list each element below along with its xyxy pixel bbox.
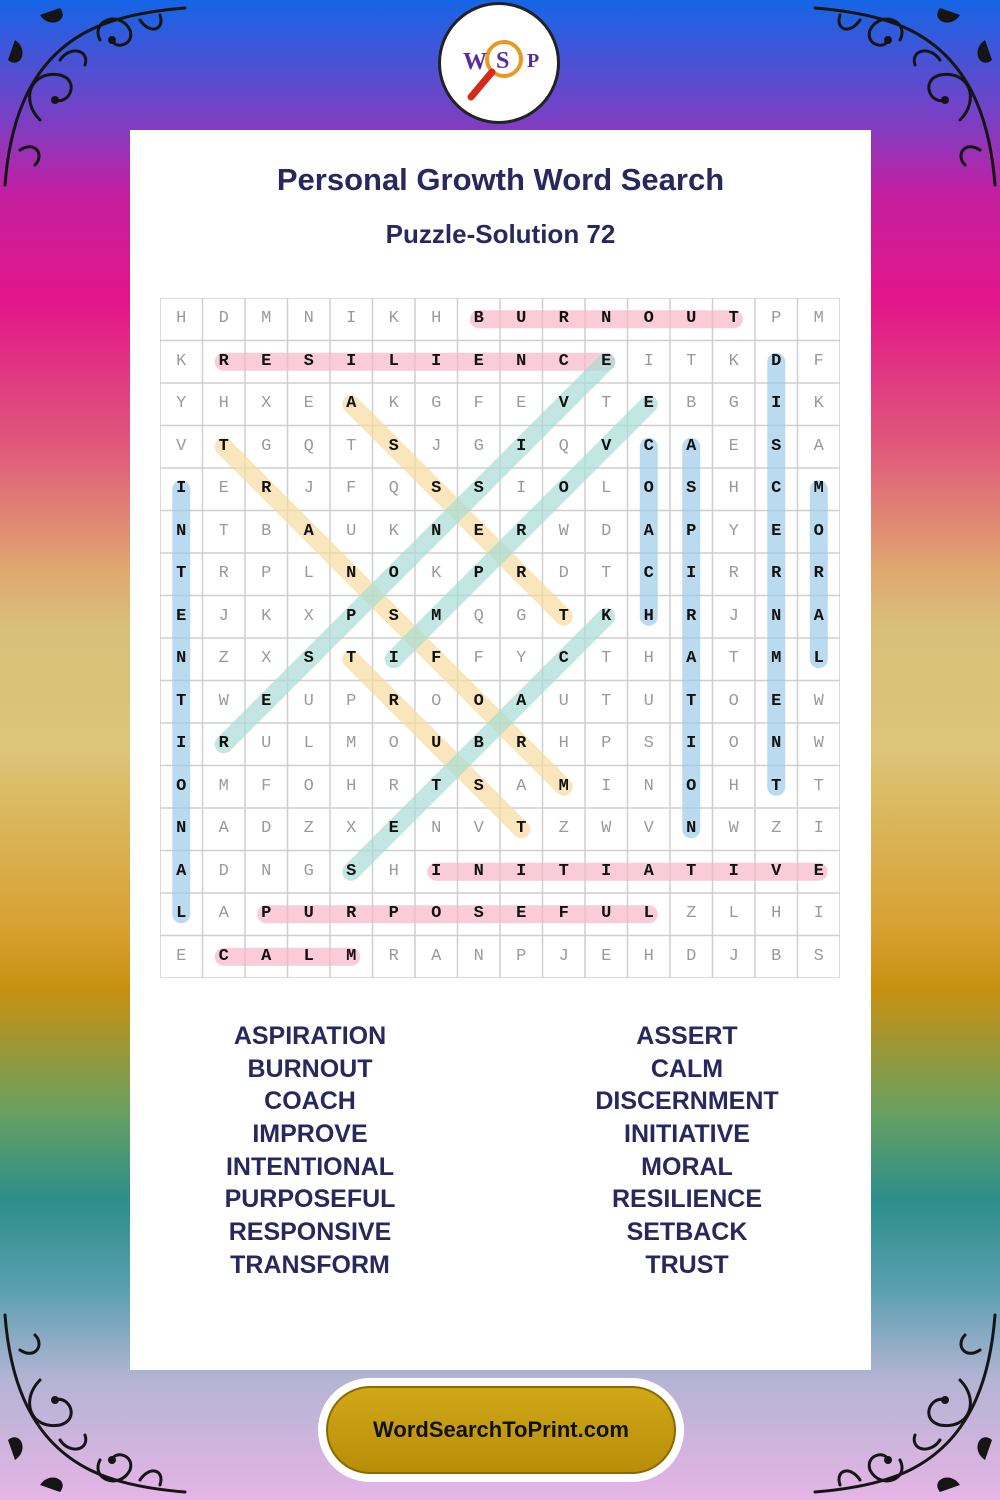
grid-cell[interactable]: E <box>516 904 527 923</box>
grid-cell[interactable]: E <box>813 861 824 881</box>
grid-cell[interactable]: K <box>388 521 399 541</box>
grid-cell[interactable]: M <box>813 479 824 498</box>
grid-cell[interactable]: L <box>728 904 739 923</box>
grid-cell[interactable]: K <box>601 606 612 626</box>
grid-cell[interactable]: N <box>261 861 272 881</box>
grid-cell[interactable]: Z <box>686 904 697 923</box>
grid-cell[interactable]: Z <box>303 819 314 838</box>
grid-cell[interactable]: C <box>218 946 229 966</box>
grid-cell[interactable]: E <box>771 521 782 541</box>
grid-cell[interactable]: N <box>431 521 442 541</box>
grid-cell[interactable]: V <box>473 819 484 838</box>
grid-cell[interactable]: I <box>771 394 782 413</box>
grid-cell[interactable]: K <box>388 309 399 328</box>
grid-cell[interactable]: K <box>813 394 824 413</box>
grid-cell[interactable]: P <box>771 309 782 328</box>
word-list-item: MORAL <box>641 1152 733 1181</box>
grid-cell[interactable]: F <box>473 394 484 413</box>
grid-cell[interactable]: U <box>303 904 314 923</box>
grid-cell[interactable]: P <box>261 904 272 923</box>
grid-cell[interactable]: M <box>346 734 357 753</box>
grid-cell[interactable]: X <box>346 819 357 838</box>
grid-cell[interactable]: U <box>346 521 357 541</box>
grid-cell[interactable]: A <box>686 436 697 456</box>
grid-cell[interactable]: E <box>303 394 314 413</box>
logo-letter-w: W <box>463 49 487 75</box>
grid-cell[interactable]: W <box>218 691 229 711</box>
grid-cell[interactable]: N <box>473 861 484 881</box>
word-list-item: RESILIENCE <box>611 1185 763 1214</box>
grid-cell[interactable]: R <box>346 904 357 923</box>
grid-cell[interactable]: U <box>431 734 442 753</box>
grid-cell[interactable]: I <box>516 479 527 498</box>
grid-cell[interactable]: U <box>558 691 569 711</box>
grid-cell[interactable]: B <box>473 734 484 753</box>
grid-cell[interactable]: H <box>388 861 399 881</box>
grid-cell[interactable]: U <box>601 904 612 923</box>
grid-cell[interactable]: S <box>303 649 314 668</box>
grid-cell[interactable]: T <box>728 649 739 668</box>
grid-cell[interactable]: O <box>728 734 739 753</box>
grid-cell[interactable]: B <box>261 521 272 541</box>
grid-cell[interactable]: R <box>218 734 229 753</box>
grid-cell[interactable]: C <box>558 649 569 668</box>
grid-cell[interactable]: I <box>601 861 612 881</box>
grid-cell[interactable]: A <box>176 861 187 881</box>
grid-cell[interactable]: N <box>601 309 612 328</box>
grid-cell[interactable]: I <box>516 436 527 456</box>
grid-cell[interactable]: Z <box>771 819 782 838</box>
grid-cell[interactable]: T <box>176 691 187 711</box>
grid-cell[interactable]: E <box>176 946 187 966</box>
grid-cell[interactable]: D <box>261 819 272 838</box>
page-subtitle: Puzzle-Solution 72 <box>385 219 616 249</box>
logo-letter-p: P <box>527 50 540 72</box>
grid-cell[interactable]: K <box>388 394 399 413</box>
grid-cell[interactable]: A <box>516 691 527 711</box>
grid-cell[interactable]: U <box>686 309 697 328</box>
grid-cell[interactable]: L <box>601 479 612 498</box>
grid-cell[interactable]: C <box>558 351 569 371</box>
grid-cell[interactable]: N <box>303 309 314 328</box>
grid-cell[interactable]: M <box>261 309 272 328</box>
grid-cell[interactable]: B <box>686 394 697 413</box>
grid-cell[interactable]: N <box>346 564 357 583</box>
grid-cell[interactable]: S <box>431 479 442 498</box>
grid-cell[interactable]: E <box>643 394 654 413</box>
grid-cell[interactable]: T <box>771 776 782 796</box>
page-title: Personal Growth Word Search <box>276 162 725 197</box>
grid-cell[interactable]: D <box>218 861 229 881</box>
grid-cell[interactable]: C <box>771 479 782 498</box>
grid-cell[interactable]: U <box>516 309 527 328</box>
grid-cell[interactable]: U <box>261 734 272 753</box>
grid-cell[interactable]: N <box>771 734 782 753</box>
grid-cell[interactable]: A <box>303 521 314 541</box>
grid-cell[interactable]: E <box>601 351 612 371</box>
grid-cell[interactable]: S <box>388 606 399 626</box>
grid-cell[interactable]: S <box>686 479 697 498</box>
grid-cell[interactable]: V <box>643 819 654 838</box>
grid-cell[interactable]: A <box>431 946 442 966</box>
grid-cell[interactable]: T <box>558 606 569 626</box>
grid-cell[interactable]: O <box>388 734 399 753</box>
word-list-item: TRANSFORM <box>230 1250 390 1279</box>
grid-cell[interactable]: C <box>643 564 654 583</box>
grid-cell[interactable]: U <box>643 691 654 711</box>
grid-cell[interactable]: U <box>303 691 314 711</box>
grid-cell[interactable]: V <box>601 436 612 456</box>
grid-cell[interactable]: L <box>303 734 314 753</box>
grid-cell[interactable]: I <box>686 564 697 583</box>
word-list-item: IMPROVE <box>252 1120 368 1149</box>
grid-cell[interactable]: T <box>728 309 739 328</box>
grid-cell[interactable]: F <box>558 904 569 923</box>
grid-cell[interactable]: R <box>261 479 272 498</box>
grid-cell[interactable]: M <box>771 649 782 668</box>
grid-cell[interactable]: N <box>643 776 654 796</box>
grid-cell[interactable]: P <box>516 946 527 966</box>
grid-cell[interactable]: E <box>473 521 484 541</box>
grid-cell[interactable]: T <box>176 564 187 583</box>
grid-cell[interactable]: P <box>346 606 357 626</box>
grid-cell[interactable]: L <box>643 904 654 923</box>
grid-cell[interactable]: D <box>601 521 612 541</box>
grid-cell[interactable]: R <box>388 946 399 966</box>
grid-cell[interactable]: M <box>431 606 442 626</box>
grid-cell[interactable]: M <box>218 776 229 796</box>
grid-cell[interactable]: L <box>303 946 314 966</box>
grid-cell[interactable]: S <box>643 734 654 753</box>
grid-cell[interactable]: H <box>176 309 187 328</box>
grid-cell[interactable]: O <box>431 691 442 711</box>
grid-cell[interactable]: S <box>388 436 399 456</box>
grid-cell[interactable]: O <box>388 564 399 583</box>
word-list-item: SETBACK <box>626 1218 748 1247</box>
grid-cell[interactable]: H <box>643 946 654 966</box>
word-list-item: TRUST <box>645 1250 729 1279</box>
grid-cell[interactable]: E <box>388 819 399 838</box>
grid-cell[interactable]: S <box>473 904 484 923</box>
grid-cell[interactable]: A <box>686 649 697 668</box>
word-list-item: INTENTIONAL <box>225 1152 395 1181</box>
grid-cell[interactable]: K <box>261 606 272 626</box>
grid-cell[interactable]: S <box>346 861 357 881</box>
grid-cell[interactable]: E <box>473 351 484 371</box>
footer-banner[interactable] <box>318 1378 684 1482</box>
grid-cell[interactable]: N <box>176 521 187 541</box>
grid-cell[interactable]: A <box>261 946 272 966</box>
grid-cell[interactable]: O <box>473 691 484 711</box>
grid-cell[interactable]: N <box>516 351 527 371</box>
grid-cell[interactable]: A <box>516 776 527 796</box>
word-list-item: BURNOUT <box>247 1054 373 1083</box>
logo-letter-s: S <box>496 48 510 74</box>
grid-cell[interactable]: X <box>261 649 272 668</box>
grid-cell[interactable]: Z <box>218 649 229 668</box>
grid-cell[interactable]: T <box>601 564 612 583</box>
grid-cell[interactable]: G <box>303 861 314 881</box>
word-list-item: RESPONSIVE <box>228 1218 392 1247</box>
grid-cell[interactable]: A <box>643 521 654 541</box>
grid-cell[interactable]: T <box>516 819 527 838</box>
grid-cell[interactable]: M <box>813 309 824 328</box>
grid-cell[interactable]: G <box>728 394 739 413</box>
grid-cell[interactable]: E <box>771 691 782 711</box>
grid-cell[interactable]: P <box>346 691 357 711</box>
grid-cell[interactable]: H <box>728 479 739 498</box>
grid-cell[interactable]: O <box>176 776 187 796</box>
grid-cell[interactable]: I <box>728 861 739 881</box>
grid-cell[interactable]: O <box>643 309 654 328</box>
grid-cell[interactable]: V <box>558 394 569 413</box>
grid-cell[interactable]: F <box>431 649 442 668</box>
grid-cell[interactable]: P <box>601 734 612 753</box>
grid-cell[interactable]: J <box>728 946 739 966</box>
grid-cell[interactable]: E <box>261 351 272 371</box>
grid-cell[interactable]: I <box>516 861 527 881</box>
grid-cell[interactable]: W <box>813 734 824 753</box>
grid-cell[interactable]: R <box>388 691 399 711</box>
grid-cell[interactable]: N <box>771 606 782 626</box>
grid-cell[interactable]: P <box>388 904 399 923</box>
grid-cell[interactable]: P <box>473 564 484 583</box>
grid-cell[interactable]: Q <box>558 436 569 456</box>
grid-cell[interactable]: H <box>643 649 654 668</box>
grid-cell[interactable]: R <box>218 351 229 371</box>
grid-cell[interactable]: F <box>346 479 357 498</box>
grid-cell[interactable]: T <box>601 691 612 711</box>
grid-cell[interactable]: Z <box>558 819 569 838</box>
grid-cell[interactable]: O <box>686 776 697 796</box>
grid-cell[interactable]: B <box>771 946 782 966</box>
grid-cell[interactable]: T <box>601 649 612 668</box>
grid-cell[interactable]: N <box>473 946 484 966</box>
grid-cell[interactable]: T <box>686 351 697 371</box>
grid-cell[interactable]: M <box>346 946 357 966</box>
grid-cell[interactable]: G <box>431 394 442 413</box>
grid-cell[interactable]: L <box>303 564 314 583</box>
word-list-item: INITIATIVE <box>624 1120 750 1149</box>
grid-cell[interactable]: M <box>558 776 569 796</box>
grid-cell[interactable]: I <box>346 309 357 328</box>
grid-cell[interactable]: W <box>558 521 569 541</box>
grid-cell[interactable]: R <box>728 564 739 583</box>
grid-cell[interactable]: I <box>431 861 442 881</box>
grid-cell[interactable]: D <box>218 309 229 328</box>
grid-cell[interactable]: T <box>346 436 357 456</box>
grid-cell[interactable]: L <box>176 904 187 923</box>
grid-cell[interactable]: I <box>601 776 612 796</box>
grid-cell[interactable]: N <box>686 819 697 838</box>
grid-cell[interactable]: I <box>643 351 654 371</box>
grid-cell[interactable]: E <box>261 691 272 711</box>
grid-cell[interactable]: E <box>728 436 739 456</box>
grid-cell[interactable]: T <box>813 776 824 796</box>
grid-cell[interactable]: O <box>643 479 654 498</box>
word-list-item: COACH <box>264 1087 356 1116</box>
grid-cell[interactable]: R <box>686 606 697 626</box>
grid-cell[interactable]: E <box>601 946 612 966</box>
grid-cell[interactable]: R <box>516 734 527 753</box>
grid-cell[interactable]: R <box>771 564 782 583</box>
grid-cell[interactable]: K <box>728 351 739 371</box>
grid-cell[interactable]: F <box>813 351 824 371</box>
grid-cell[interactable]: J <box>218 606 229 626</box>
grid-cell[interactable]: X <box>303 606 314 626</box>
grid-cell[interactable]: A <box>218 819 229 838</box>
grid-cell[interactable]: R <box>558 309 569 328</box>
word-list-right <box>507 1020 867 1282</box>
grid-cell[interactable]: E <box>218 479 229 498</box>
grid-cell[interactable]: G <box>473 436 484 456</box>
grid-cell[interactable]: R <box>218 564 229 583</box>
grid-cell[interactable]: T <box>431 776 442 796</box>
grid-cell[interactable]: K <box>176 351 187 371</box>
grid-cell[interactable]: F <box>473 649 484 668</box>
grid-cell[interactable]: S <box>303 351 314 371</box>
grid-cell[interactable]: I <box>176 479 187 498</box>
grid-cell[interactable]: T <box>346 649 357 668</box>
grid-cell[interactable]: H <box>346 776 357 796</box>
grid-cell[interactable]: Q <box>303 436 314 456</box>
grid-cell[interactable]: V <box>771 861 782 881</box>
grid-cell[interactable]: S <box>473 479 484 498</box>
grid-cell[interactable]: C <box>643 436 654 456</box>
grid-cell[interactable]: W <box>728 819 739 838</box>
grid-cell[interactable]: R <box>516 521 527 541</box>
grid-cell[interactable]: E <box>176 606 187 626</box>
grid-cell[interactable]: J <box>431 436 442 456</box>
grid-cell[interactable]: H <box>771 904 782 923</box>
grid-cell[interactable]: I <box>388 649 399 668</box>
site-logo[interactable] <box>438 2 560 124</box>
grid-cell[interactable]: Q <box>473 606 484 626</box>
grid-cell[interactable]: I <box>346 351 357 371</box>
grid-cell[interactable]: H <box>728 776 739 796</box>
grid-cell[interactable]: I <box>813 904 824 923</box>
grid-cell[interactable]: I <box>176 734 187 753</box>
grid-cell[interactable]: Q <box>388 479 399 498</box>
grid-cell[interactable]: J <box>728 606 739 626</box>
grid-cell[interactable]: L <box>813 649 824 668</box>
grid-cell[interactable]: O <box>558 479 569 498</box>
grid-cell[interactable]: H <box>558 734 569 753</box>
grid-cell[interactable]: G <box>261 436 272 456</box>
grid-cell[interactable]: P <box>686 521 697 541</box>
grid-cell[interactable]: H <box>431 309 442 328</box>
grid-cell[interactable]: T <box>686 861 697 881</box>
grid-cell[interactable]: G <box>516 606 527 626</box>
grid-cell[interactable]: R <box>813 564 824 583</box>
grid-cell[interactable]: T <box>218 521 229 541</box>
grid-cell[interactable]: F <box>261 776 272 796</box>
grid-cell[interactable]: T <box>686 691 697 711</box>
grid-cell[interactable]: D <box>771 351 782 371</box>
grid-cell[interactable]: A <box>813 436 824 456</box>
grid-cell[interactable]: O <box>303 776 314 796</box>
grid-cell[interactable]: Y <box>176 394 187 413</box>
grid-cell[interactable]: T <box>558 861 569 881</box>
grid-cell[interactable]: T <box>218 436 229 456</box>
grid-cell[interactable]: E <box>516 394 527 413</box>
word-grid <box>160 298 840 978</box>
grid-cell[interactable]: I <box>813 819 824 838</box>
grid-cell[interactable]: I <box>686 734 697 753</box>
grid-cell[interactable]: X <box>261 394 272 413</box>
grid-cell[interactable]: W <box>813 691 824 711</box>
grid-cell[interactable]: S <box>771 436 782 456</box>
word-list-item: DISCERNMENT <box>595 1087 779 1116</box>
grid-cell[interactable]: K <box>431 564 442 583</box>
grid-cell[interactable]: J <box>558 946 569 966</box>
grid-cell[interactable]: D <box>686 946 697 966</box>
grid-cell[interactable]: J <box>303 479 314 498</box>
grid-cell[interactable]: N <box>176 649 187 668</box>
grid-cell[interactable]: A <box>346 394 357 413</box>
word-list-item: CALM <box>650 1054 724 1083</box>
grid-cell[interactable]: P <box>261 564 272 583</box>
grid-cell[interactable]: D <box>558 564 569 583</box>
grid-cell[interactable]: A <box>218 904 229 923</box>
grid-cell[interactable]: H <box>218 394 229 413</box>
word-list-item: ASSERT <box>636 1022 738 1050</box>
grid-cell[interactable]: I <box>431 351 442 371</box>
grid-cell[interactable]: V <box>176 436 187 456</box>
word-list-item: ASPIRATION <box>233 1022 387 1050</box>
grid-cell[interactable]: T <box>601 394 612 413</box>
puzzle-card <box>130 130 871 1370</box>
grid-cell[interactable]: O <box>728 691 739 711</box>
grid-cell[interactable]: O <box>813 521 824 541</box>
grid-cell[interactable]: A <box>813 606 824 626</box>
grid-cell[interactable]: Y <box>516 649 527 668</box>
word-list-left <box>130 1020 490 1282</box>
grid-cell[interactable]: B <box>473 309 484 328</box>
grid-cell[interactable]: O <box>431 904 442 923</box>
grid-cell[interactable]: Y <box>728 521 739 541</box>
grid-cell[interactable]: W <box>601 819 612 838</box>
grid-cell[interactable]: S <box>813 946 824 966</box>
site-link[interactable]: WordSearchToPrint.com <box>326 1386 676 1474</box>
grid-cell[interactable]: H <box>643 606 654 626</box>
grid-cell[interactable]: L <box>388 351 399 371</box>
grid-cell[interactable]: N <box>176 819 187 838</box>
grid-cell[interactable]: N <box>431 819 442 838</box>
grid-cell[interactable]: R <box>516 564 527 583</box>
grid-cell[interactable]: S <box>473 776 484 796</box>
grid-cell[interactable]: A <box>643 861 654 881</box>
word-list-item: PURPOSEFUL <box>224 1185 396 1214</box>
grid-cell[interactable]: R <box>388 776 399 796</box>
